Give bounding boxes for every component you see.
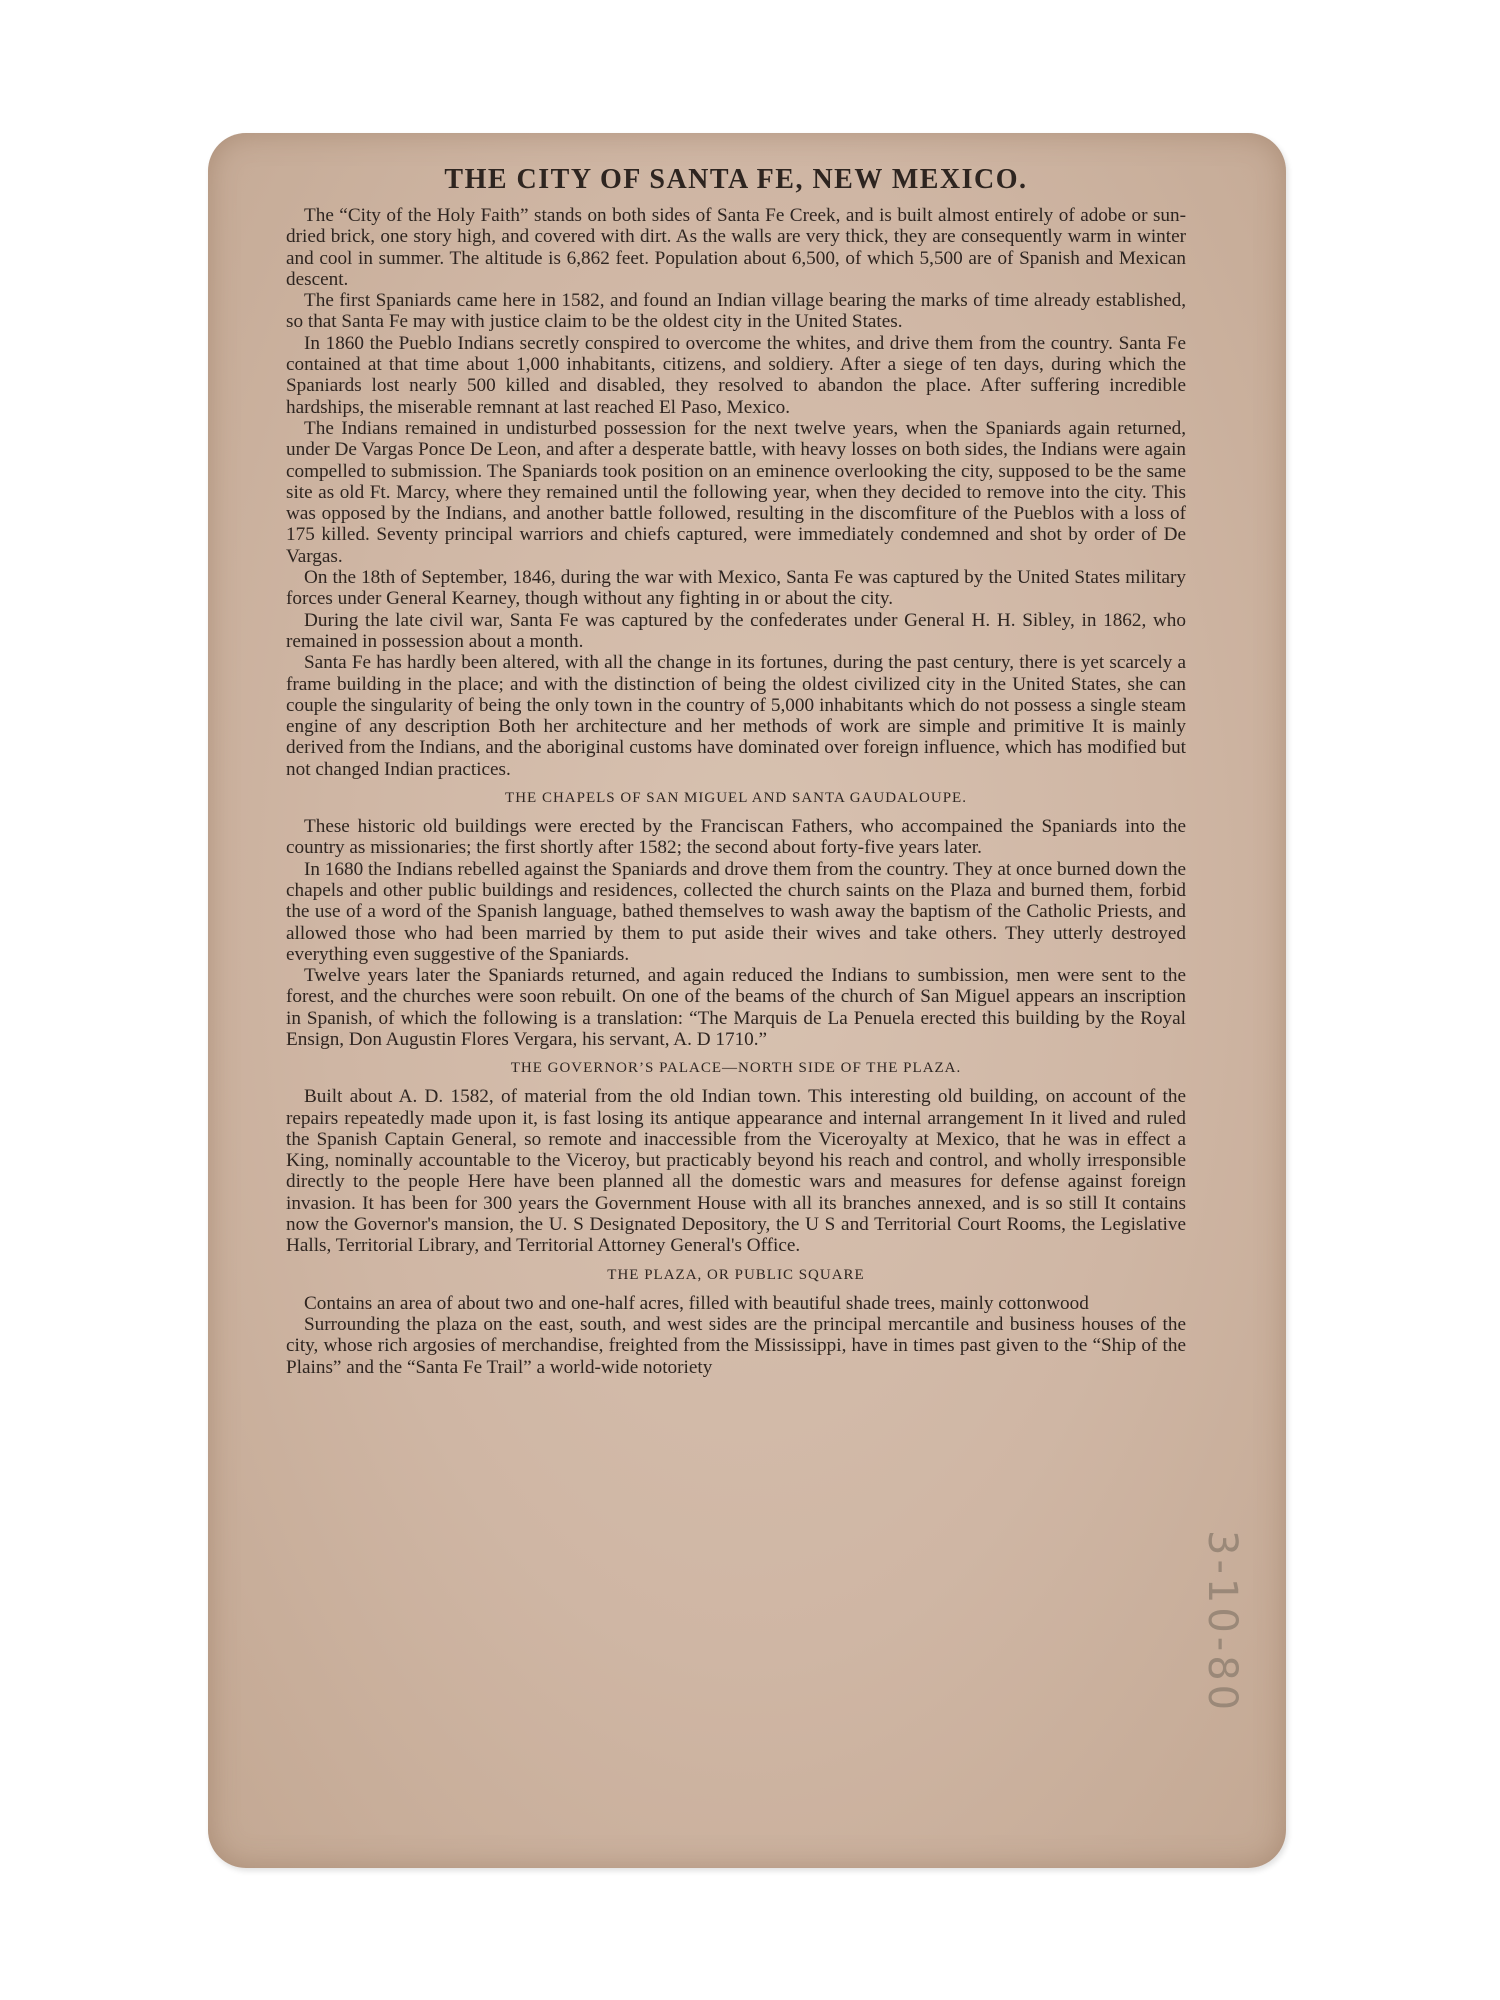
paragraph: On the 18th of September, 1846, during the war with Mexico, Santa Fe was captured by the United States military forces under General Kearney, though without any fighting in or about the city. [286,567,1186,610]
paragraph: Twelve years later the Spaniards returned, and again reduced the Indians to sumbission, men were sent to the forest, and the churches were soon rebuilt. On one of the beams of the church of San Miguel appears an inscription in Spanish, of which the following is a translation: “The Marquis de La Penuela erected this building by the Royal Ensign, Don Augustin Flores Vergara, his servant, A. D 1710.” [286,965,1186,1050]
paragraph: Santa Fe has hardly been altered, with all the change in its fortunes, during the past century, there is yet scarcely a frame building in the place; and with the distinction of being the oldest civilized city in the United States, she can couple the singularity of being the only town in the country of 5,000 inhabitants which do not possess a single steam engine of any description Both her architecture and her methods of work are simple and primitive It is mainly derived from the Indians, and the aboriginal customs have dominated over foreign influence, which has modified but not changed Indian practices. [286,652,1186,780]
paragraph: The first Spaniards came here in 1582, and found an Indian village bearing the marks of time already established, so that Santa Fe may with justice claim to be the oldest city in the United States. [286,290,1186,333]
handwritten-note [1199,1530,1245,1570]
paragraph: Contains an area of about two and one-half acres, filled with beautiful shade trees, mainly cottonwood [304,1292,1089,1314]
page-title: THE CITY OF SANTA FE, NEW MEXICO. [444,164,1028,195]
paragraph: These historic old buildings were erected by the Franciscan Fathers, who accompained the Spaniards into the country as missionaries; the first shortly after 1582; the second about forty-five years later. [286,816,1186,859]
paragraph: Built about A. D. 1582, of material from the old Indian town. This interesting old building, on account of the repairs repeatedly made upon it, is fast losing its antique appearance and internal arrangement In it lived and ruled the Spanish Captain General, so remote and inaccessible from the Viceroyalty at Mexico, that he was in effect a King, nominally accountable to the Viceroy, but practicably beyond his reach and control, and wholly irresponsible directly to the people Here have been planned all the domestic wars and measures for defense against foreign invasion. It has been for 300 years the Government House with all its branches annexed, and is so still It contains now the Governor's mansion, the U. S Designated Depository, the U S and Territorial Court Rooms, the Legislative Halls, Territorial Library, and Territorial Attorney General's Office. [286,1086,1186,1257]
text-column [286,163,1186,1378]
paragraph: In 1680 the Indians rebelled against the Spaniards and drove them from the country. They at once burned down the chapels and other public buildings and residences, collected the church saints on the Plaza and burned them, forbid the use of a word of the Spanish language, bathed themselves to wash away the baptism of the Catholic Priests, and allowed those who had been married by them to put aside their wives and take others. They utterly destroyed everything even suggestive of the Spaniards. [286,858,1186,965]
paragraph: The Indians remained in undisturbed possession for the next twelve years, when the Spaniards again returned, under De Vargas Ponce De Leon, and after a desperate battle, with heavy losses on both sides, the Indians were again compelled to submission. The Spaniards took position on an eminence overlooking the city, supposed to be the same site as old Ft. Marcy, where they remained until the following year, when they decided to remove into the city. This was opposed by the Indians, and another battle followed, resulting in the discomfiture of the Pueblos with a loss of 175 killed. Seventy principal warriors and chiefs captured, were immediately condemned and shot by order of De Vargas. [286,417,1186,567]
section-heading-governors-palace: THE GOVERNOR’S PALACE—NORTH SIDE OF THE PLAZA. [510,1060,962,1077]
card [208,133,1286,1868]
paragraph: In 1860 the Pueblo Indians secretly conspired to overcome the whites, and drive them from the country. Santa Fe contained at that time about 1,000 inhabitants, citizens, and soldiery. After a siege of ten days, during which the Spaniards lost nearly 500 killed and disabled, they resolved to abandon the place. After suffering incredible hardships, the miserable remnant at last reached El Paso, Mexico. [286,332,1186,418]
section-heading-chapels: THE CHAPELS OF SAN MIGUEL AND SANTA GAUDALOUPE. [505,790,967,807]
paragraph: Surrounding the plaza on the east, south, and west sides are the principal mercantile and business houses of the city, whose rich argosies of merchandise, freighted from the Mississippi, have in times past given to the “Ship of the Plains” and the “Santa Fe Trail” a world-wide notoriety [286,1313,1186,1378]
paragraph: The “City of the Holy Faith” stands on both sides of Santa Fe Creek, and is built almost entirely of adobe or sun-dried brick, one story high, and covered with dirt. As the walls are very thick, they are consequently warm in winter and cool in summer. The altitude is 6,862 feet. Population about 6,500, of which 5,500 are of Spanish and Mexican descent. [286,205,1186,290]
paragraph: During the late civil war, Santa Fe was captured by the confederates under General H. H. Sibley, in 1862, who remained in possession about a month. [286,609,1186,652]
section-heading-plaza: THE PLAZA, OR PUBLIC SQUARE [607,1266,865,1283]
